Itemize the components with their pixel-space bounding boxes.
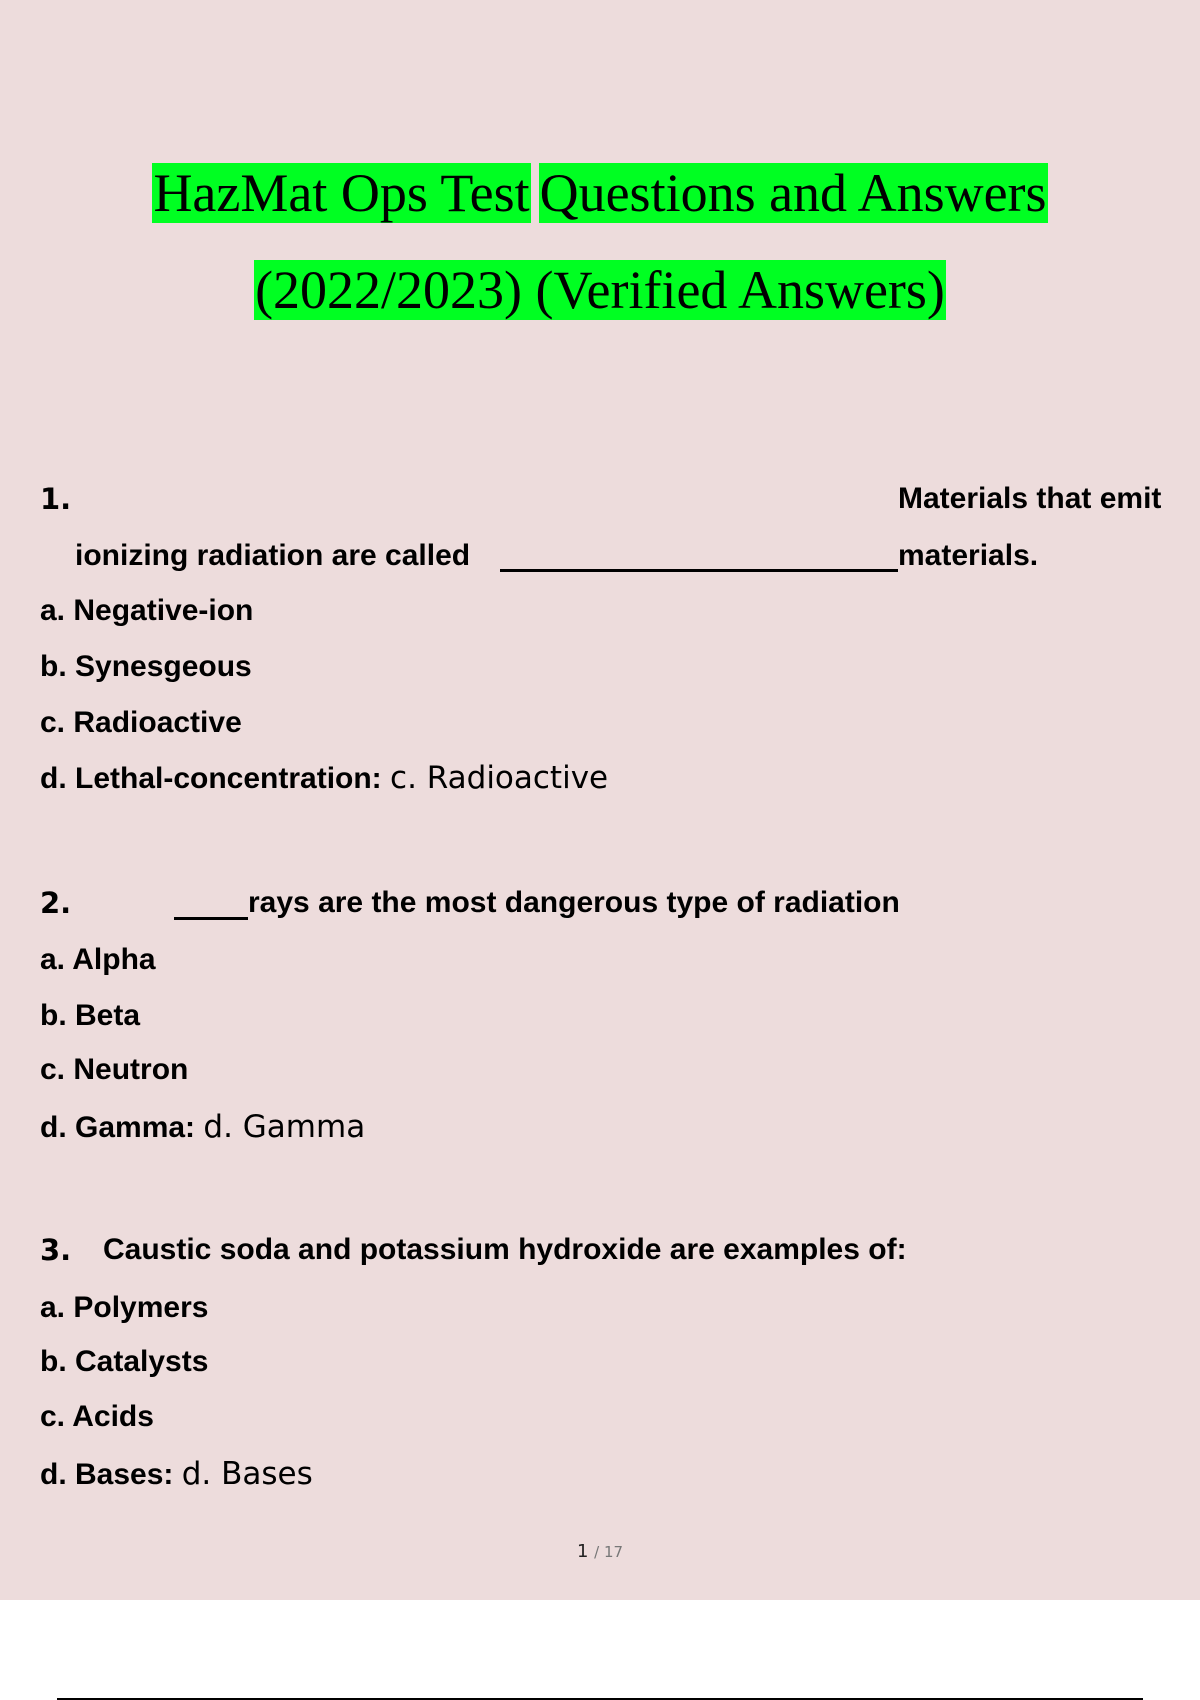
- question-3-option-a: a. Polymers: [40, 1291, 209, 1324]
- page-total: / 17: [594, 1543, 624, 1561]
- title-part-2: Questions and Answers: [539, 163, 1047, 223]
- question-2-number: 2.: [40, 886, 72, 920]
- question-2-answer: d. Gamma: [203, 1109, 366, 1145]
- page-current: 1: [576, 1541, 589, 1562]
- question-2-blank-line: [174, 917, 248, 920]
- document-title-line-2: [0, 257, 1200, 323]
- question-2-option-c: c. Neutron: [40, 1053, 189, 1086]
- title-part-3: (2022/2023) (Verified Answers): [255, 260, 945, 320]
- question-3-option-b: b. Catalysts: [40, 1345, 209, 1378]
- question-2-option-a: a. Alpha: [40, 943, 156, 976]
- question-1-answer: c. Radioactive: [390, 760, 609, 796]
- question-1-option-b: b. Synesgeous: [40, 650, 252, 683]
- question-3-option-c: c. Acids: [40, 1400, 154, 1433]
- question-1-text-part-2: ionizing radiation are called: [75, 539, 471, 572]
- question-2-option-d: [40, 1109, 365, 1145]
- question-2-option-b: b. Beta: [40, 999, 141, 1032]
- title-part-1: HazMat Ops Test: [153, 163, 530, 223]
- question-2-option-d-label: d. Gamma:: [40, 1111, 196, 1144]
- question-3-text: Caustic soda and potassium hydroxide are examples of:: [103, 1233, 907, 1266]
- answer-blank-line: [500, 569, 898, 572]
- page-indicator: [0, 1541, 1200, 1562]
- question-1-text-part-3: materials.: [898, 539, 1039, 572]
- question-3-number: 3.: [40, 1233, 72, 1267]
- question-2-text: rays are the most dangerous type of radiation: [248, 886, 900, 919]
- question-3-option-d-label: d. Bases:: [40, 1458, 174, 1491]
- question-3-option-d: [40, 1456, 313, 1492]
- question-1-option-d-label: d. Lethal-concentration:: [40, 762, 382, 795]
- question-1-option-d: [40, 760, 608, 796]
- question-1-option-a: a. Negative-ion: [40, 594, 254, 627]
- document-title-line-1: [0, 160, 1200, 226]
- question-1-text-part-1: Materials that emit: [898, 482, 1162, 515]
- question-3-answer: d. Bases: [181, 1456, 313, 1492]
- question-1-option-c: c. Radioactive: [40, 706, 242, 739]
- question-1-number: 1.: [40, 482, 72, 516]
